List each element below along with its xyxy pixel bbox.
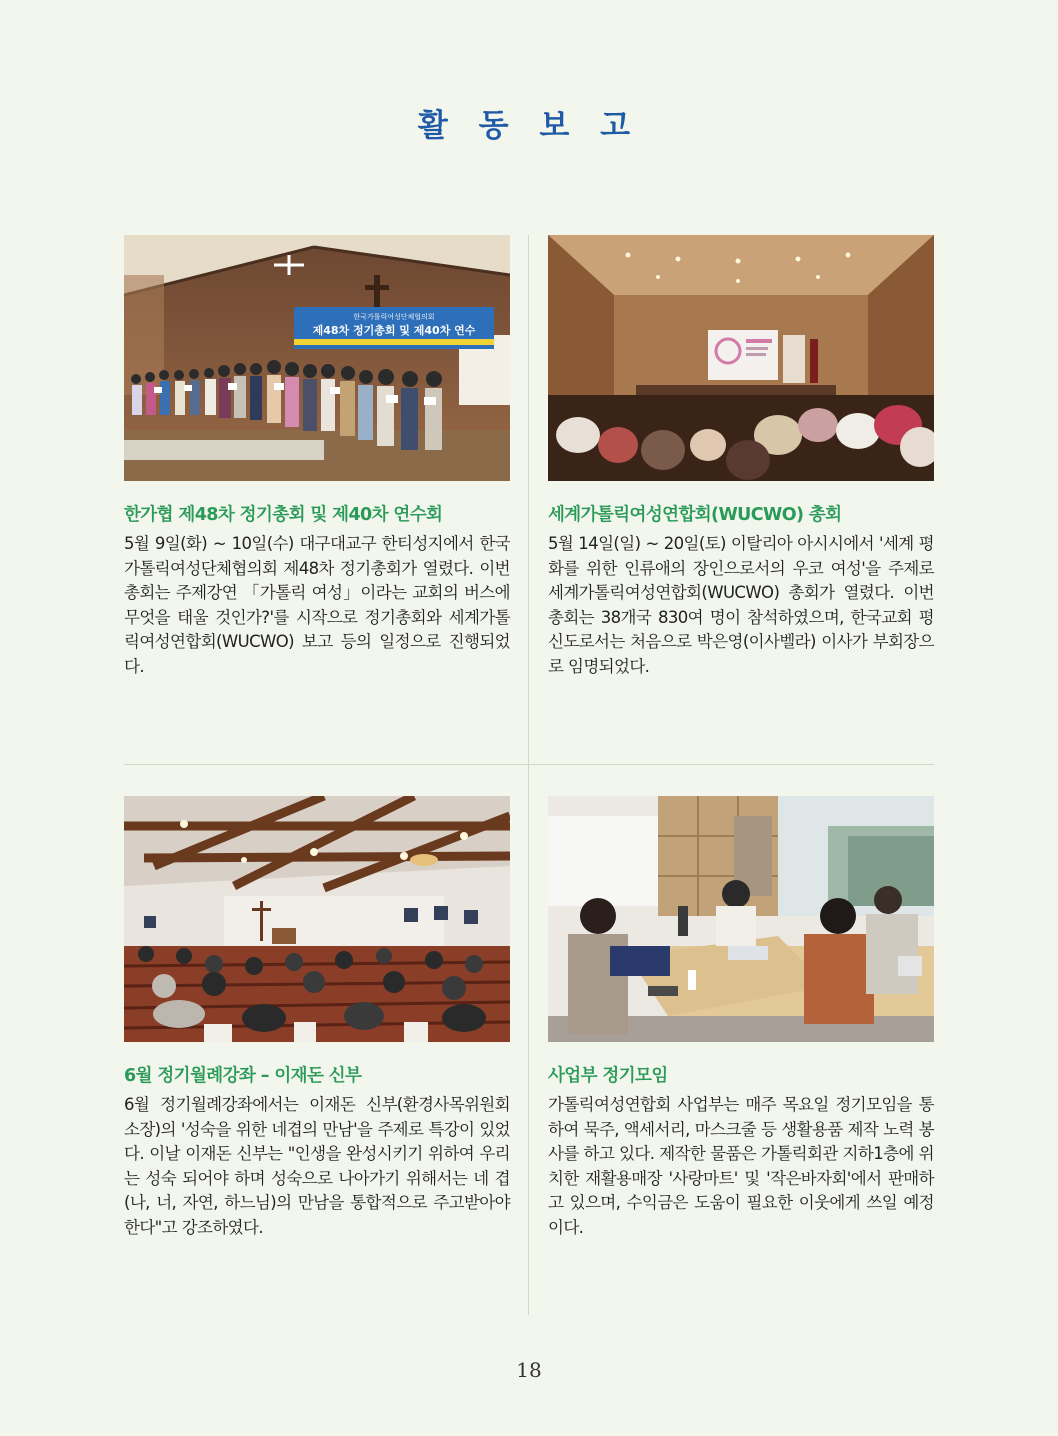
article-title: 사업부 정기모임 xyxy=(548,1066,668,1086)
article-title: 6월 정기월례강좌 – 이재돈 신부 xyxy=(124,1066,362,1086)
article-wucwo-assembly xyxy=(548,235,934,680)
article-business-meeting xyxy=(548,796,934,1241)
banner-top-text: 한국가톨릭여성단체협의회 xyxy=(353,313,435,321)
page-number: 18 xyxy=(516,1358,542,1382)
article-body: 5월 9일(화) ~ 10일(수) 대구대교구 한티성지에서 한국가톨릭여성단체협의회 제48차 정기총회가 열렸다. 이번 총회는 주제강연 「가톨릭 여성」이라는 교회의 버스에 무엇을 태울 것인가?'를 시작으로 정기총회와 세계가톨릭여성연합회(WUCWO) 보고 등의 일정으로 진행되었다. xyxy=(124,534,510,676)
photo-business-meeting xyxy=(548,796,934,1042)
photo-wucwo-assembly xyxy=(548,235,934,481)
article-body: 5월 14일(일) ~ 20일(토) 이탈리아 아시시에서 '세계 평화를 위한 인류애의 장인으로서의 우코 여성'을 주제로 세계가톨릭여성연합회(WUCWO) 총회가 열렸다. 이번 총회는 38개국 830여 명이 참석하였으며, 한국교회 평신도로서는 처음으로 박은영(이사벨라) 이사가 부회장으로 임명되었다. xyxy=(548,534,934,676)
article-body: 6월 정기월례강좌에서는 이재돈 신부(환경사목위원회 소장)의 '성숙을 위한 네겹의 만남'을 주제로 특강이 있었다. 이날 이재돈 신부는 "인생을 완성시키기 위하여 우리는 성숙 되어야 하며 성숙으로 나아가기 위해서는 네 겹(나, 너, 자연, 하느님)의 만남을 통합적으로 주고받아야 한다"고 강조하였다. xyxy=(124,1095,510,1237)
page-title: 활 동 보 고 xyxy=(417,108,641,144)
article-general-assembly xyxy=(124,235,510,680)
column-divider xyxy=(528,235,529,1315)
photo-general-assembly xyxy=(124,235,510,481)
article-title: 세계가톨릭여성연합회(WUCWO) 총회 xyxy=(548,505,842,525)
banner-main-text: 제48차 정기총회 및 제40차 연수 xyxy=(312,324,476,337)
article-body: 가톨릭여성연합회 사업부는 매주 목요일 정기모임을 통하여 묵주, 액세서리, 마스크줄 등 생활용품 제작 노력 봉사를 하고 있다. 제작한 물품은 가톨릭회관 지하1층에 위치한 재활용매장 '사랑마트' 및 '작은바자회'에서 판매하고 있으며, 수익금은 도움이 필요한 이웃에게 쓰일 예정이다. xyxy=(548,1095,934,1237)
article-monthly-lecture xyxy=(124,796,510,1241)
row-divider xyxy=(124,764,934,765)
photo-monthly-lecture xyxy=(124,796,510,1042)
article-title: 한가협 제48차 정기총회 및 제40차 연수회 xyxy=(124,505,443,525)
